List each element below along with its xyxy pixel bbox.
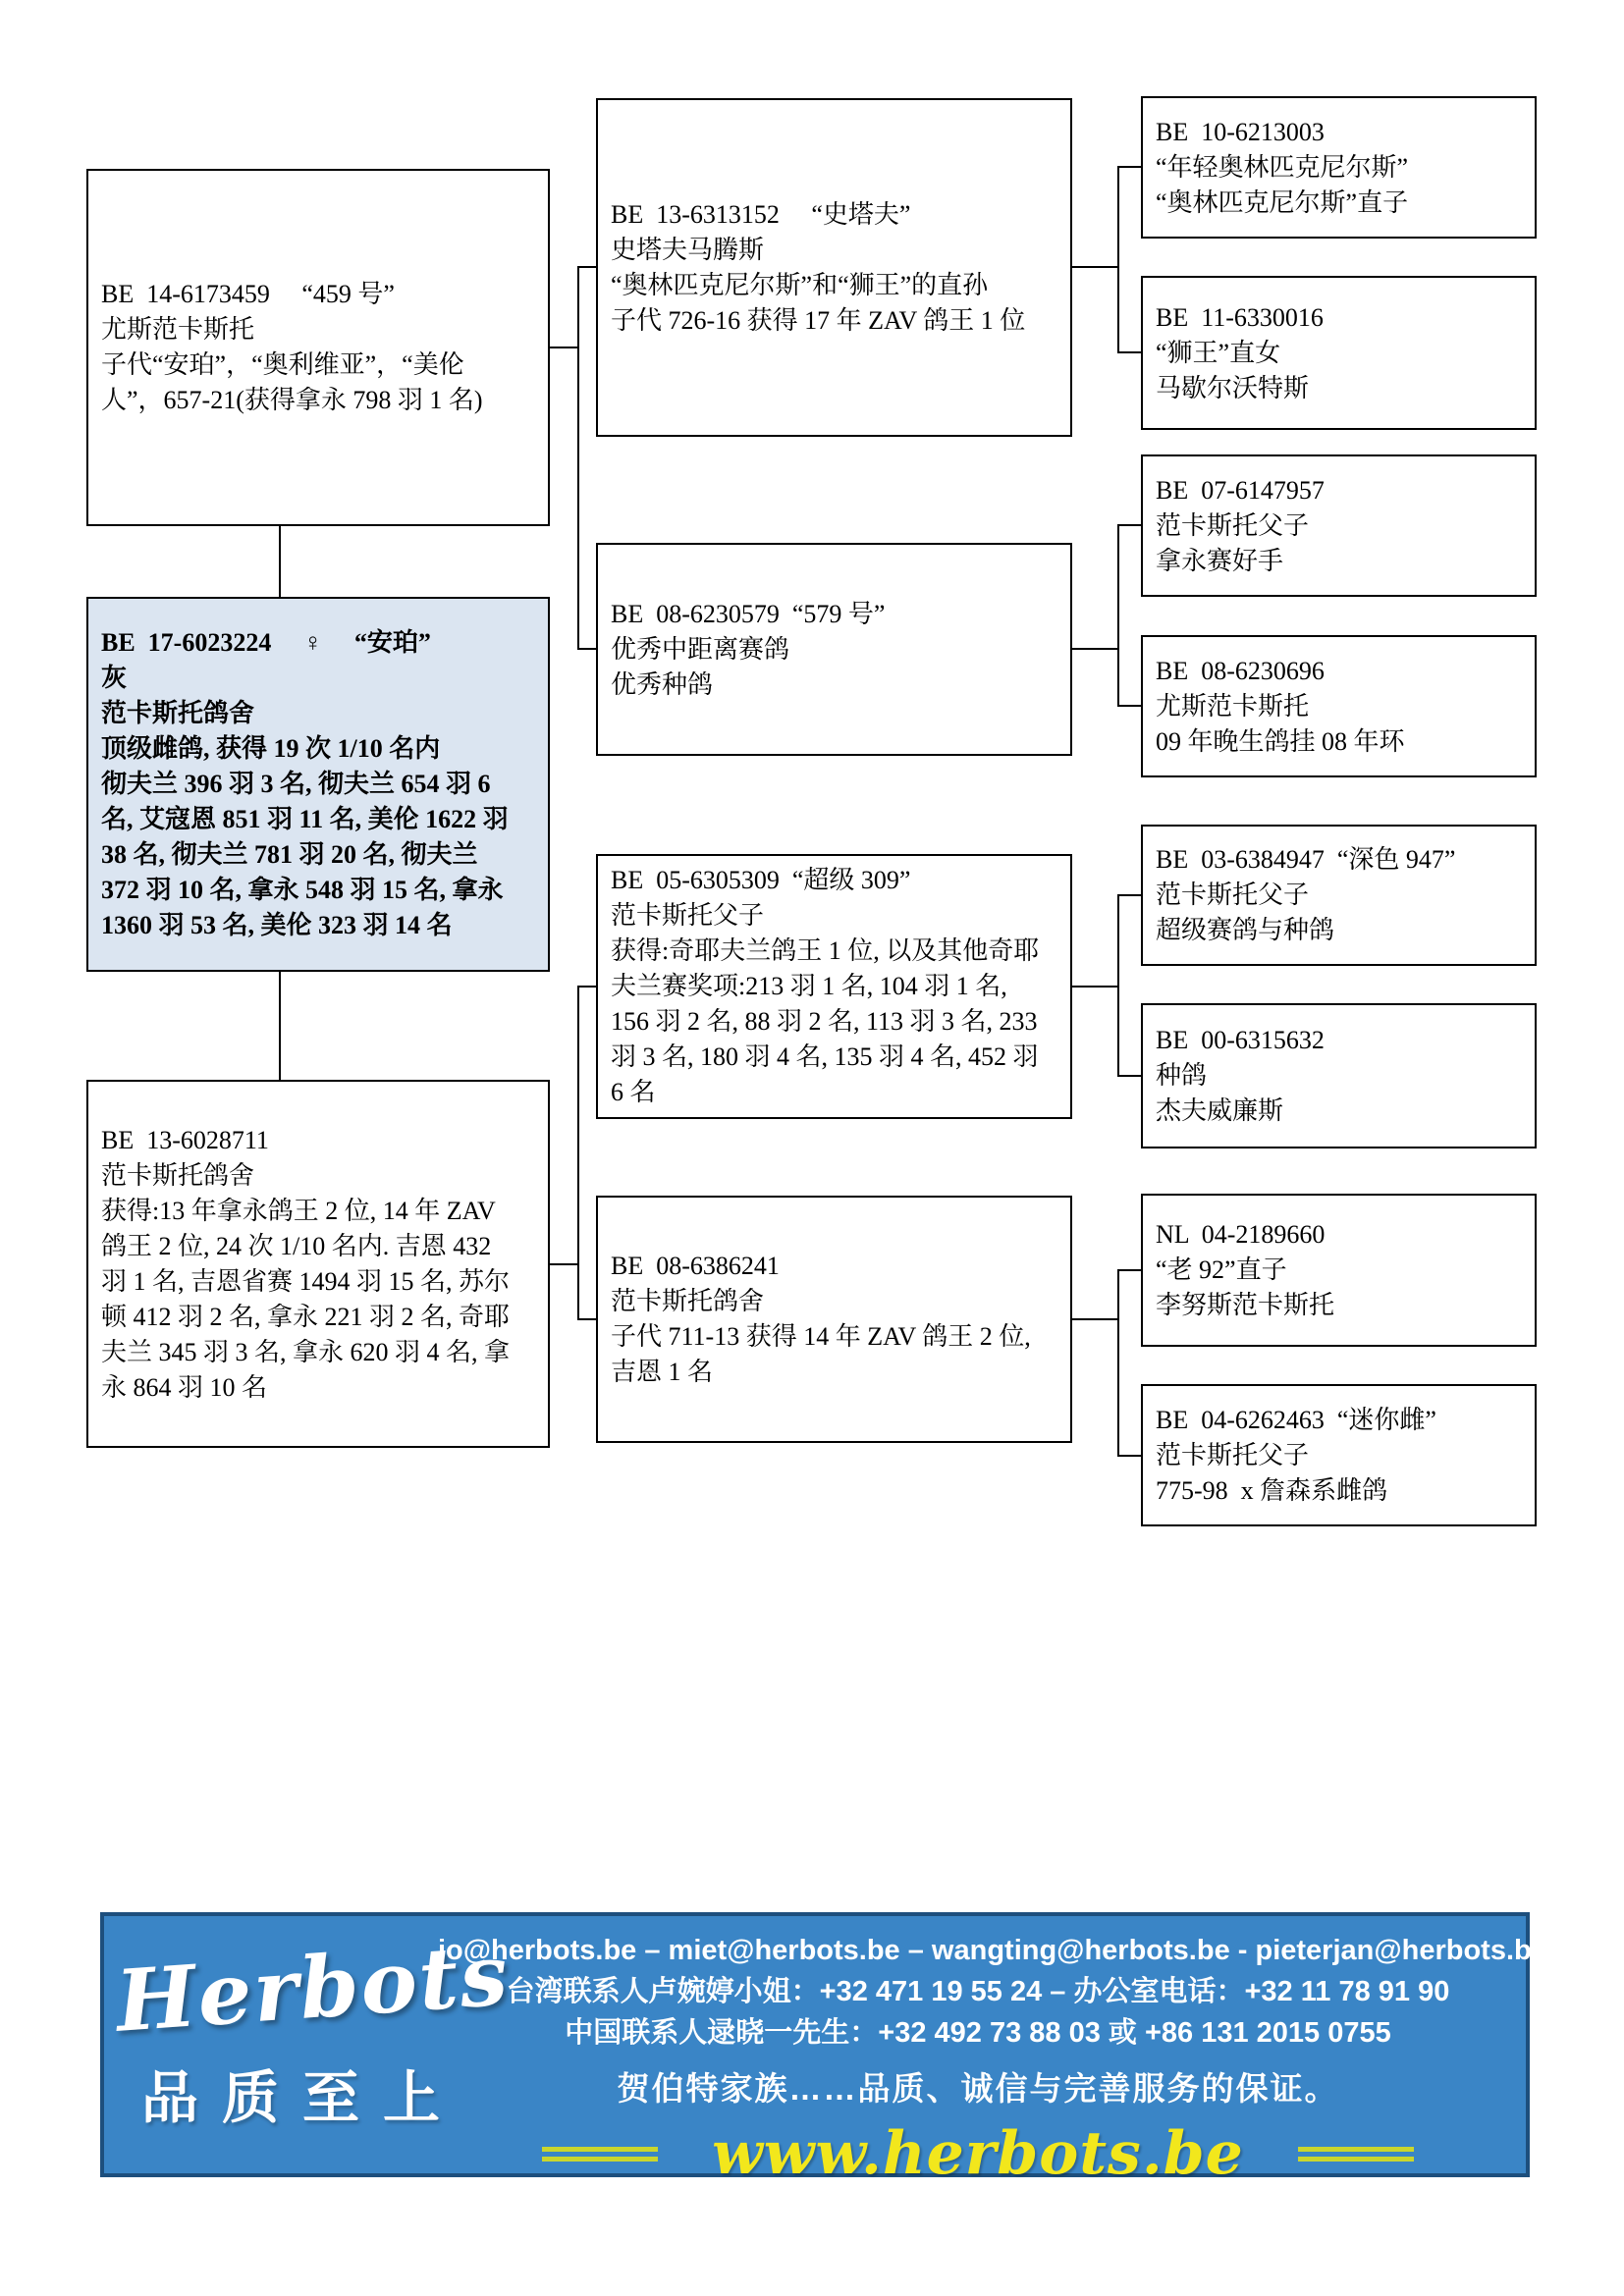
pedigree-line: 范卡斯托鸽舍 (101, 1160, 255, 1190)
pedigree-box-sire (86, 169, 550, 526)
pedigree-line: 马歇尔沃特斯 (1156, 373, 1310, 402)
connector-line (279, 972, 281, 1080)
pedigree-line: 38 名, 彻夫兰 781 羽 20 名, 彻夫兰 (101, 840, 478, 869)
pedigree-box-ggp-7 (1141, 1194, 1537, 1347)
pedigree-box-ggp-2 (1141, 276, 1537, 430)
pedigree-line: 优秀中距离赛鸽 (611, 634, 790, 664)
connector-line (1117, 1455, 1141, 1457)
pedigree-line: 156 羽 2 名, 88 羽 2 名, 113 羽 3 名, 233 (611, 1007, 1038, 1036)
pedigree-box-ggp-6 (1141, 1003, 1537, 1148)
pedigree-line: 09 年晚生鸽挂 08 年环 (1156, 726, 1405, 756)
pedigree-line: “奥林匹克尼尔斯”直子 (1156, 187, 1409, 217)
pedigree-line: NL 04-2189660 (1156, 1220, 1326, 1249)
pedigree-line: 灰 (101, 664, 128, 692)
connector-line (1117, 1269, 1141, 1271)
pedigree-line: 杰夫威廉斯 (1156, 1096, 1284, 1125)
connector-line (1117, 894, 1119, 1077)
website-row (438, 2119, 1518, 2188)
herbots-logo (112, 1924, 513, 2052)
pedigree-box-dam (86, 1080, 550, 1448)
connector-line (577, 986, 596, 988)
pedigree-box-ggp-8 (1141, 1384, 1537, 1526)
pedigree-line: BE 14-6173459 “459 号” (101, 280, 395, 308)
pedigree-line: 永 864 羽 10 名 (101, 1372, 268, 1402)
pedigree-line: 顿 412 羽 2 名, 拿永 221 羽 2 名, 奇耶 (101, 1302, 511, 1331)
pedigree-line: BE 07-6147957 (1156, 475, 1325, 505)
connector-line (1117, 351, 1141, 353)
pedigree-line: 李努斯范卡斯托 (1156, 1291, 1335, 1319)
pedigree-line: “狮王”直女 (1156, 338, 1281, 367)
connector-line (1117, 705, 1141, 707)
pedigree-line: 范卡斯托父子 (611, 901, 765, 930)
pedigree-line: BE 04-6262463 “迷你雌” (1156, 1405, 1436, 1434)
pedigree-box-ggp-4 (1141, 635, 1537, 777)
pedigree-line: 优秀种鸽 (611, 669, 714, 699)
connector-line (1072, 1318, 1119, 1320)
pedigree-line: 6 名 (611, 1078, 656, 1106)
pedigree-line: 范卡斯托父子 (1156, 881, 1310, 909)
connector-line (577, 986, 579, 1320)
pedigree-line: “年轻奥林匹克尼尔斯” (1156, 152, 1409, 182)
pedigree-line: BE 08-6386241 (611, 1252, 780, 1280)
pedigree-line: BE 13-6028711 (101, 1125, 269, 1154)
connector-line (577, 1318, 596, 1320)
connector-line (577, 266, 596, 268)
pedigree-line: 尤斯范卡斯托 (101, 315, 255, 344)
pedigree-line: 获得:奇耶夫兰鸽王 1 位, 以及其他奇耶 (611, 936, 1040, 965)
connector-line (1072, 648, 1119, 650)
pedigree-line: 种鸽 (1156, 1061, 1208, 1090)
connector-line (1117, 894, 1141, 896)
connector-line (279, 526, 281, 597)
pedigree-box-subject (86, 597, 550, 972)
pedigree-line: 范卡斯托鸽舍 (101, 699, 255, 727)
pedigree-box-ggp-5 (1141, 825, 1537, 966)
pedigree-line: 吉恩 1 名 (611, 1358, 714, 1386)
pedigree-line: 子代 726-16 获得 17 年 ZAV 鸽王 1 位 (611, 305, 1026, 335)
connector-line (1117, 166, 1141, 168)
connector-line (1072, 986, 1119, 988)
pedigree-line: 获得:13 年拿永鸽王 2 位, 14 年 ZAV (101, 1196, 496, 1225)
pedigree-line: 顶级雌鸽, 获得 19 次 1/10 名内 (101, 734, 441, 763)
pedigree-line: BE 10-6213003 (1156, 117, 1325, 146)
connector-line (1117, 524, 1119, 707)
pedigree-line: 372 羽 10 名, 拿永 548 羽 15 名, 拿永 (101, 876, 504, 904)
pedigree-line: 1360 羽 53 名, 美伦 323 羽 14 名 (101, 911, 453, 939)
double-line-left (542, 2147, 658, 2162)
pedigree-line: 子代“安珀”，“奥利维亚”，“美伦 (101, 350, 464, 379)
contact-block (438, 1930, 1547, 2188)
connector-line (550, 1263, 579, 1265)
contact-emails: jo@herbots.be – miet@herbots.be – wangting@herbots.be - pieterjan@herbots.be (438, 1935, 1547, 1966)
footer-banner (100, 1912, 1547, 2188)
contact-china: 中国联系人逯晓一先生：+32 492 73 88 03 或 +86 131 2015 0755 (565, 2017, 1391, 2049)
pedigree-box-sire-dam (596, 543, 1072, 756)
pedigree-line: 拿永赛好手 (1156, 546, 1284, 575)
footer-tagline: 贺伯特家族……品质、诚信与完善服务的保证。 (617, 2070, 1339, 2107)
pedigree-line: 范卡斯托父子 (1156, 510, 1310, 540)
contact-taiwan: 台湾联系人卢婉婷小姐：+32 471 19 55 24 – 办公室电话：+32 11 78 91 90 (506, 1976, 1450, 2007)
double-line-right (1298, 2147, 1414, 2162)
pedigree-line: 范卡斯托鸽舍 (611, 1287, 765, 1315)
connector-line (1117, 1269, 1119, 1457)
connector-line (577, 266, 579, 650)
pedigree-line: 羽 3 名, 180 羽 4 名, 135 羽 4 名, 452 羽 (611, 1042, 1039, 1071)
connector-line (1117, 166, 1119, 353)
connector-line (550, 347, 579, 348)
connector-line (1072, 266, 1119, 268)
pedigree-line: BE 05-6305309 “超级 309” (611, 866, 911, 894)
pedigree-line: 夫兰 345 羽 3 名, 拿永 620 羽 4 名, 拿 (101, 1337, 511, 1366)
pedigree-line: 夫兰赛奖项:213 羽 1 名, 104 羽 1 名, (611, 972, 1007, 1000)
pedigree-box-dam-dam (596, 1196, 1072, 1443)
website-url: www.herbots.be (712, 2119, 1244, 2188)
pedigree-line: 范卡斯托父子 (1156, 1440, 1310, 1469)
pedigree-line: “奥林匹克尼尔斯”和“狮王”的直孙 (611, 270, 989, 299)
pedigree-line: BE 00-6315632 (1156, 1026, 1325, 1054)
pedigree-line: BE 08-6230579 “579 号” (611, 599, 886, 628)
pedigree-line: 名, 艾寇恩 851 羽 11 名, 美伦 1622 羽 (101, 805, 509, 833)
pedigree-box-ggp-3 (1141, 454, 1537, 597)
connector-line (1117, 524, 1141, 526)
pedigree-line: BE 13-6313152 “史塔夫” (611, 199, 911, 229)
pedigree-line: BE 17-6023224 ♀ “安珀” (101, 628, 431, 657)
pedigree-line: 史塔夫马腾斯 (611, 235, 765, 264)
herbots-logo-text: Herbots (112, 1924, 513, 2052)
pedigree-line: 超级赛鸽与种鸽 (1156, 916, 1335, 944)
pedigree-box-sire-sire (596, 98, 1072, 437)
connector-line (577, 648, 596, 650)
pedigree-line: 子代 711-13 获得 14 年 ZAV 鸽王 2 位, (611, 1322, 1031, 1351)
pedigree-line: BE 03-6384947 “深色 947” (1156, 845, 1456, 874)
pedigree-line: 鸽王 2 位, 24 次 1/10 名内. 吉恩 432 (101, 1231, 492, 1260)
pedigree-box-ggp-1 (1141, 96, 1537, 239)
pedigree-line: 775-98 x 詹森系雌鸽 (1156, 1475, 1388, 1505)
pedigree-line: BE 08-6230696 (1156, 656, 1325, 685)
pedigree-box-dam-sire (596, 854, 1072, 1119)
pedigree-line: 尤斯范卡斯托 (1156, 691, 1310, 721)
pedigree-line: 彻夫兰 396 羽 3 名, 彻夫兰 654 羽 6 (101, 770, 491, 798)
pedigree-line: “老 92”直子 (1156, 1255, 1287, 1284)
connector-line (1117, 1075, 1141, 1077)
pedigree-line: 人”，657-21(获得拿永 798 羽 1 名) (101, 386, 483, 414)
pedigree-line: BE 11-6330016 (1156, 302, 1324, 332)
pedigree-line: 羽 1 名, 吉恩省赛 1494 羽 15 名, 苏尔 (101, 1266, 511, 1296)
logo-slogan: 品质至上 (141, 2066, 464, 2130)
